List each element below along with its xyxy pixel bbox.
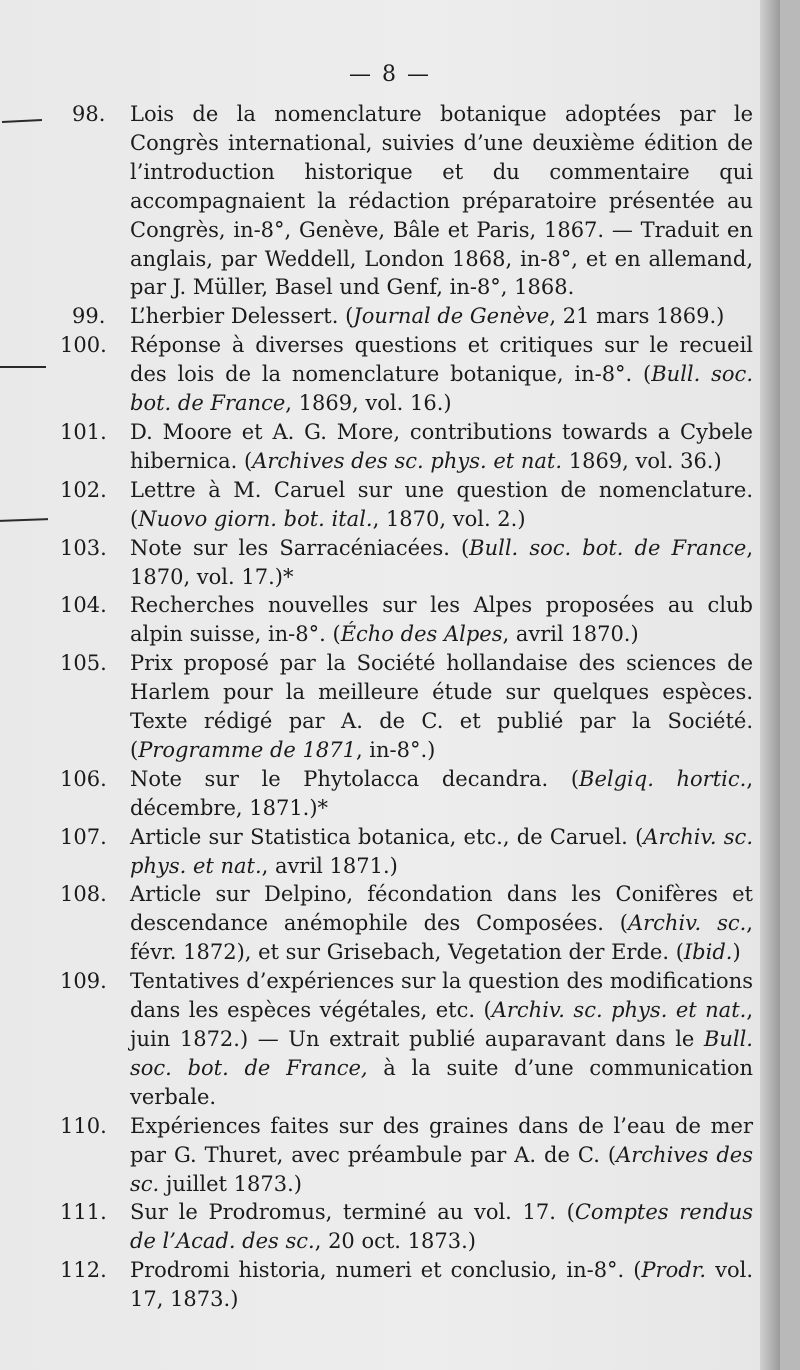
entry-text: , avril 1871.) (261, 853, 398, 878)
entry-text: , avril 1870.) (502, 622, 639, 647)
entry-number: 98. (72, 102, 106, 126)
entry-source-italic: Bull. soc. bot. de France (130, 362, 753, 416)
entry-text: , 21 mars 1869.) (549, 304, 725, 329)
entry-source-italic: Archives des sc. (130, 1142, 753, 1196)
bibliography-entry (60, 302, 753, 331)
entry-number: 104. (60, 593, 107, 618)
entry-text: Article sur Statistica botanica, etc., de Caruel. ( (130, 824, 644, 849)
page-number: — 8 — (349, 62, 431, 87)
bibliography-entry (60, 476, 753, 534)
entry-text: 1869, vol. 36.) (562, 448, 722, 473)
bibliography-entry (60, 649, 753, 765)
entry-source-italic: Comptes rendus de l’Acad. des sc. (130, 1200, 754, 1254)
entry-source-italic: Journal de Genève (353, 304, 550, 329)
entry-text: , 20 oct. 1873.) (314, 1229, 476, 1254)
entry-text: juillet 1873.) (159, 1171, 302, 1196)
entry-number: 107. (60, 824, 107, 849)
entry-text: Note sur le Phytolacca decandra. ( (130, 766, 580, 791)
entry-text: , 1870, vol. 2.) (372, 506, 526, 531)
entry-text: Note sur les Sarracéniacées. ( (130, 535, 470, 560)
bibliography-entry (60, 765, 753, 823)
entry-text: Prix proposé par la Société hollandaise des sciences de Harlem pour la meilleure étude sur quelques espèces. Texte rédigé par A. de C. et publié par la Société. ( (130, 651, 753, 762)
entry-text: Lettre à M. Caruel sur une question de nomenclature. ( (130, 477, 753, 531)
entry-number: 102. (60, 477, 107, 502)
entry-text: à la suite d’une communication verbale. (130, 1055, 753, 1109)
entry-text: , décembre, 1871.)* (130, 766, 753, 820)
entry-text: Réponse à diverses questions et critiques sur le recueil des lois de la nomenclature botanique, in-8°. ( (130, 333, 753, 387)
entry-source-italic: Archiv. sc. (627, 911, 747, 936)
entry-text: Prodromi historia, numeri et conclusio, in-8°. ( (130, 1258, 642, 1283)
entry-text: ) (732, 940, 741, 965)
entry-source-italic: Archiv. sc. phys. et nat. (491, 998, 747, 1023)
bibliography-entry (60, 823, 753, 881)
entry-number: 103. (60, 535, 107, 560)
entry-source-italic: Archives des sc. phys. et nat. (252, 448, 563, 473)
page-edge-shadow (760, 0, 780, 1370)
margin-mark-98 (2, 119, 42, 123)
bibliography-entry (60, 1256, 753, 1314)
bibliography-entry (60, 1112, 753, 1199)
entry-text: , 1869, vol. 16.) (285, 391, 452, 416)
entry-text: , in-8°.) (355, 737, 436, 762)
entry-source-italic: Écho des Alpes (340, 622, 503, 647)
entry-source-italic: Belgiq. hortic. (579, 766, 747, 791)
bibliography-entry (60, 591, 753, 649)
bibliography-entry (60, 534, 753, 592)
entry-text: Tentatives d’expériences sur la question des modifications dans les espèces végétales, etc. ( (130, 969, 753, 1023)
bibliography-entry (60, 418, 753, 476)
entry-source-italic: Bull. soc. bot. de France (469, 535, 747, 560)
entry-source-italic: Nuovo giorn. bot. ital. (138, 506, 373, 531)
entry-source-italic: Ibid. (683, 940, 733, 965)
entry-source-italic: Archiv. sc. phys. et nat. (130, 824, 753, 878)
entry-number: 101. (60, 419, 107, 444)
entry-text: Lois de la nomenclature botanique adoptées par le Congrès international, suivies d’une deuxième édition de l’introduction historique et du commentaire qui accompagnaient la rédaction préparatoire présentée au Congrès, in-8°, Genève, Bâle et Paris, 1867. — Traduit en anglais, par Weddell, London 1868, in-8°, et en allemand, par J. Müller, Basel und Genf, in-8°, 1868. (130, 102, 753, 300)
bibliography-entry (60, 1198, 753, 1256)
entry-text: D. Moore et A. G. More, contributions towards a Cybele hibernica. ( (130, 419, 753, 473)
entry-text: Expériences faites sur des graines dans de l’eau de mer par G. Thuret, avec préambule par A. de C. ( (130, 1113, 753, 1167)
entry-text: Article sur Delpino, fécondation dans les Conifères et descendance anémophile des Composées. ( (130, 882, 753, 936)
bibliography-entry (60, 880, 753, 967)
bibliography-entry (60, 967, 753, 1112)
entry-number: 100. (60, 333, 107, 358)
entry-number: 109. (60, 969, 107, 994)
bibliography-list (60, 100, 753, 1314)
entry-text: , 1870, vol. 17.)* (130, 535, 753, 589)
bibliography-entry (60, 100, 753, 302)
entry-text: L’herbier Delessert. ( (130, 304, 354, 329)
entry-number: 111. (60, 1200, 107, 1225)
entry-number: 99. (72, 304, 106, 329)
entry-number: 112. (60, 1258, 107, 1283)
entry-source-italic: Programme de 1871 (138, 737, 356, 762)
entry-number: 106. (60, 766, 107, 791)
entry-source-italic: Prodr. (641, 1258, 707, 1283)
margin-mark-102 (0, 518, 48, 522)
entry-number: 108. (60, 882, 107, 907)
margin-mark-100 (0, 366, 46, 368)
entry-text: , juin 1872.) — Un extrait publié auparavant dans le (130, 998, 753, 1051)
entry-number: 110. (60, 1113, 107, 1138)
entry-text: Recherches nouvelles sur les Alpes proposées au club alpin suisse, in-8°. ( (130, 593, 753, 647)
entry-text: vol. 17, 1873.) (130, 1258, 753, 1312)
bibliography-entry (60, 331, 753, 418)
entry-source-italic: Bull. soc. bot. de France, (130, 1027, 753, 1080)
entry-text: Sur le Prodromus, terminé au vol. 17. ( (130, 1200, 575, 1225)
entry-text: , févr. 1872), et sur Grisebach, Vegetation der Erde. ( (130, 911, 753, 965)
entry-number: 105. (60, 651, 107, 676)
